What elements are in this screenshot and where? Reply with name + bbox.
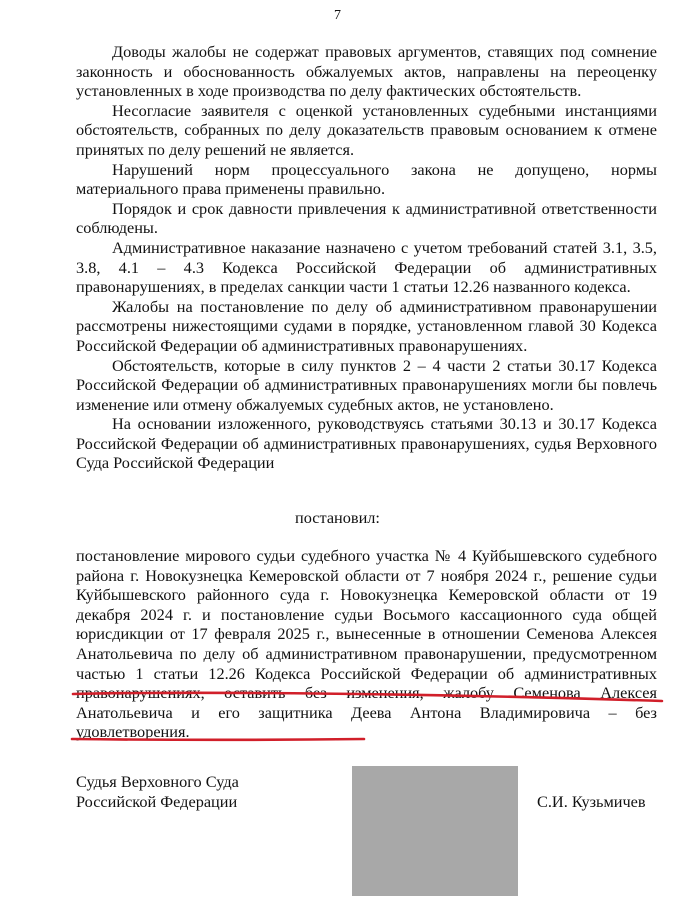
paragraph: Нарушений норм процессуального закона не допущено, нормы материального права применены правильно.: [76, 159, 657, 199]
paragraph: Жалобы на постановление по делу об административном правонарушении рассмотрены нижестоящими судами в порядке, установленном главой 30 Кодекса Российской Федерации об административных правонарушениях.: [76, 296, 657, 355]
paragraph: Доводы жалобы не содержат правовых аргументов, ставящих под сомнение законность и обоснованность обжалуемых актов, направлены на переоценку установленных в ходе производства по делу фактических обстоятельств.: [76, 42, 657, 101]
signer-name: С.И. Кузьмичев: [537, 792, 646, 811]
paragraph: На основании изложенного, руководствуясь статьями 30.13 и 30.17 Кодекса Российской Федерации об административных правонарушениях, судья Верховного Суда Российской Федерации: [76, 414, 657, 473]
page-number: 7: [334, 8, 341, 23]
paragraph: Обстоятельств, которые в силу пунктов 2 – 4 части 2 статьи 30.17 Кодекса Российской Федерации об административных правонарушениях могли бы повлечь изменение или отмену обжалуемых судебных актов, не установлено.: [76, 355, 657, 414]
resolution-text: постановление мирового судьи судебного участка № 4 Куйбышевского судебного района г. Новокузнецка Кемеровской области от 7 ноября 2024 г., решение судьи Куйбышевского районного суда г. Новокузнецка Кемеровской области от 19 декабря 2024 г. и постановление судьи Восьмого кассационного суда общей юрисдикции от 17 февраля 2025 г., вынесенные в отношении Семенова Алексея Анатольевича по делу об административном правонарушении, предусмотренном частью 1 статьи 12.26 Кодекса Российской Федерации об административных правонарушениях, оставить без изменения, жалобу Семенова Алексея Анатольевича и его защитника Деева Антона Владимировича – без удовлетворения.: [76, 546, 657, 742]
paragraph: Несогласие заявителя с оценкой установленных судебными инстанциями обстоятельств, собранных по делу доказательств правовым основанием к отмене принятых по делу решений не является.: [76, 100, 657, 159]
redacted-signature: [352, 766, 518, 896]
signature-title-line: Судья Верховного Суда: [76, 772, 239, 791]
signature-title-line: Российской Федерации: [76, 791, 238, 811]
reasoning-section: [76, 42, 657, 473]
paragraph: Порядок и срок давности привлечения к административной ответственности соблюдены.: [76, 198, 657, 238]
paragraph: Административное наказание назначено с учетом требований статей 3.1, 3.5, 3.8, 4.1 – 4.3 Кодекса Российской Федерации об административных правонарушениях, в пределах санкции части 1 статьи 12.26 названного кодекса.: [76, 237, 657, 297]
signature-title: [76, 772, 239, 811]
decree-title: постановил:: [295, 508, 380, 527]
